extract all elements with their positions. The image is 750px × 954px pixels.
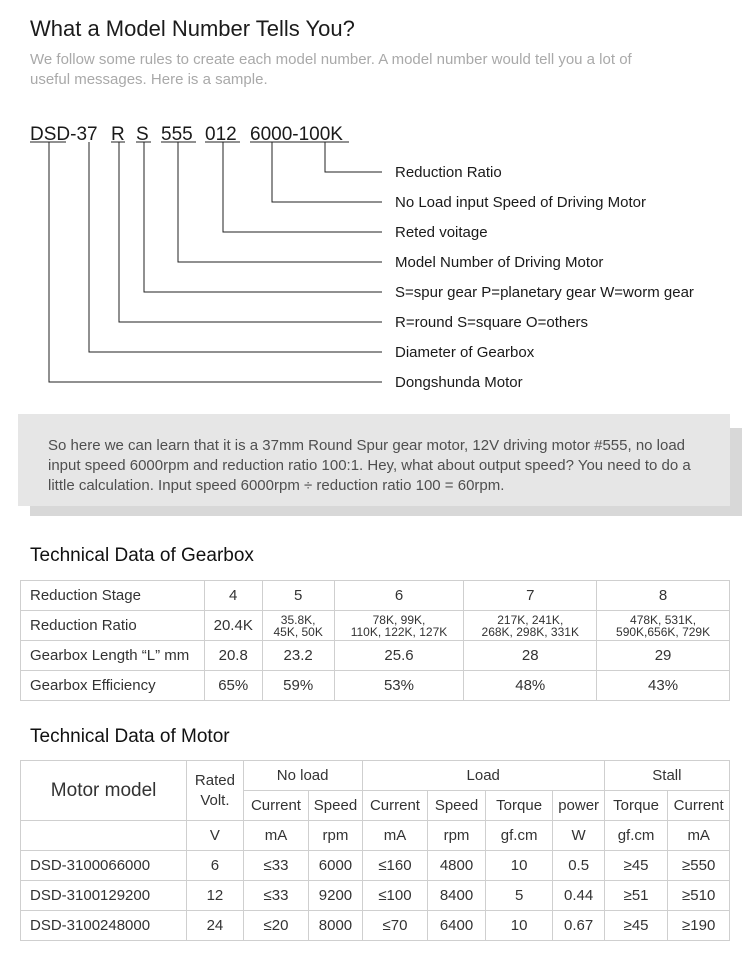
motor-model-cell: DSD-3100129200 [21, 881, 187, 911]
subheader-cell: Speed [428, 791, 485, 821]
table-cell: 12 [187, 881, 243, 911]
table-cell: 5 [262, 581, 334, 611]
connector-line [89, 142, 382, 352]
table-row [21, 881, 730, 911]
subheader-cell: power [553, 791, 604, 821]
table-cell [204, 611, 262, 641]
header-stall: Stall [604, 761, 729, 791]
subheader-cell: Current [243, 791, 309, 821]
units-cell: mA [362, 821, 428, 851]
row-header: Gearbox Efficiency [21, 671, 205, 701]
connector-line [144, 142, 382, 292]
table-cell: ≤33 [243, 881, 309, 911]
subheader-cell: Current [668, 791, 730, 821]
table-row [21, 851, 730, 881]
units-cell-empty [21, 821, 187, 851]
intro-text: We follow some rules to create each model number. A model number would tell you a lot of useful messages. Here is a sample. [30, 51, 632, 88]
code-shape: R [111, 124, 125, 145]
code-series: DSD-37 [30, 124, 98, 145]
table-cell [334, 611, 464, 641]
cell-line: 78K, 99K, [372, 612, 426, 627]
code-gear-type: S [136, 124, 149, 145]
table-cell: 10 [485, 911, 553, 941]
table-cell: ≥510 [668, 881, 730, 911]
header-line: Rated [194, 771, 235, 789]
field-description: Diameter of Gearbox [395, 344, 535, 361]
cell-line: 110K, 122K, 127K [350, 624, 448, 639]
cell-line: 590K,656K, 729K [616, 624, 711, 639]
units-cell: rpm [428, 821, 485, 851]
motor-table [20, 760, 730, 941]
table-cell [262, 611, 334, 641]
units-cell: V [187, 821, 243, 851]
table-cell: ≤20 [243, 911, 309, 941]
table-cell: ≥45 [604, 851, 668, 881]
table-cell: 6400 [428, 911, 485, 941]
table-cell: 9200 [309, 881, 362, 911]
connector-line [325, 142, 382, 172]
units-cell: W [553, 821, 604, 851]
field-description: R=round S=square O=others [395, 314, 589, 331]
table-cell: ≥550 [668, 851, 730, 881]
field-description: No Load input Speed of Driving Motor [395, 194, 646, 211]
table-cell: 5 [485, 881, 553, 911]
header-no-load: No load [243, 761, 362, 791]
table-row [21, 611, 730, 641]
table-cell: ≤160 [362, 851, 428, 881]
subheader-cell: Torque [604, 791, 668, 821]
table-cell: 4 [204, 581, 262, 611]
table-cell: ≥51 [604, 881, 668, 911]
table-cell: 8400 [428, 881, 485, 911]
explanation-box [18, 414, 730, 506]
subheader-cell: Current [362, 791, 428, 821]
table-cell: 65% [204, 671, 262, 701]
table-cell: ≥45 [604, 911, 668, 941]
table-cell: 43% [597, 671, 730, 701]
table-cell: 25.6 [334, 641, 464, 671]
table-cell: 53% [334, 671, 464, 701]
table-cell: 23.2 [262, 641, 334, 671]
table-units-row [21, 821, 730, 851]
table-cell: 0.44 [553, 881, 604, 911]
motor-model-cell: DSD-3100066000 [21, 851, 187, 881]
gearbox-table [20, 580, 730, 701]
row-header: Reduction Ratio [21, 611, 205, 641]
motor-section-title: Technical Data of Motor [30, 726, 230, 747]
row-header: Reduction Stage [21, 581, 205, 611]
cell-line: 217K, 241K, [497, 612, 564, 627]
table-cell: 8 [597, 581, 730, 611]
cell-line: 268K, 298K, 331K [481, 624, 579, 639]
explanation-text: So here we can learn that it is a 37mm Round Spur gear motor, 12V driving motor #555, no load input speed 6000rpm and reduction ratio 100:1. Hey, what about output speed? You need to do a little calculation. Input speed 6000rpm ÷ reduction ratio 100 = 60rpm. [48, 437, 691, 494]
table-row [21, 671, 730, 701]
units-cell: gf.cm [485, 821, 553, 851]
gearbox-section-title: Technical Data of Gearbox [30, 545, 254, 566]
units-cell: rpm [309, 821, 362, 851]
cell-line: 20.4K [213, 617, 253, 634]
code-speed-ratio: 6000-100K [250, 124, 343, 145]
field-description: Dongshunda Motor [395, 374, 523, 391]
cell-line: 45K, 50K [273, 624, 323, 639]
table-cell: 24 [187, 911, 243, 941]
table-cell: 28 [464, 641, 597, 671]
code-voltage: 012 [205, 124, 237, 145]
page-title: What a Model Number Tells You? [30, 16, 355, 41]
units-cell: mA [243, 821, 309, 851]
table-cell: 29 [597, 641, 730, 671]
table-cell [597, 611, 730, 641]
row-header: Gearbox Length “L” mm [21, 641, 205, 671]
table-cell: ≤33 [243, 851, 309, 881]
header-load: Load [362, 761, 604, 791]
table-header-row [21, 761, 730, 791]
table-cell: 7 [464, 581, 597, 611]
table-cell: ≤100 [362, 881, 428, 911]
motor-model-cell: DSD-3100248000 [21, 911, 187, 941]
cell-line: 478K, 531K, [630, 612, 697, 627]
table-cell: 59% [262, 671, 334, 701]
model-number-diagram [0, 120, 750, 395]
table-row [21, 641, 730, 671]
subheader-cell: Speed [309, 791, 362, 821]
header-rated-volt [187, 761, 243, 821]
table-cell: 4800 [428, 851, 485, 881]
connector-line [223, 142, 382, 232]
field-description: S=spur gear P=planetary gear W=worm gear [395, 284, 694, 301]
table-cell: 6 [334, 581, 464, 611]
units-cell: gf.cm [604, 821, 668, 851]
table-cell: 20.8 [204, 641, 262, 671]
table-row [21, 581, 730, 611]
table-cell: 6 [187, 851, 243, 881]
table-cell: 8000 [309, 911, 362, 941]
table-cell: ≥190 [668, 911, 730, 941]
table-cell: 6000 [309, 851, 362, 881]
field-description: Model Number of Driving Motor [395, 254, 604, 271]
table-cell [464, 611, 597, 641]
model-number-svg [0, 120, 750, 395]
field-description: Reted voitage [395, 224, 488, 241]
table-row [21, 911, 730, 941]
table-cell: 0.5 [553, 851, 604, 881]
header-line: Volt. [200, 791, 230, 809]
units-cell: mA [668, 821, 730, 851]
code-motor: 555 [161, 124, 193, 145]
table-cell: 48% [464, 671, 597, 701]
field-description: Reduction Ratio [395, 164, 502, 181]
header-motor-model: Motor model [21, 761, 187, 821]
table-cell: ≤70 [362, 911, 428, 941]
cell-line: 35.8K, [280, 612, 316, 627]
table-cell: 0.67 [553, 911, 604, 941]
subheader-cell: Torque [485, 791, 553, 821]
table-cell: 10 [485, 851, 553, 881]
